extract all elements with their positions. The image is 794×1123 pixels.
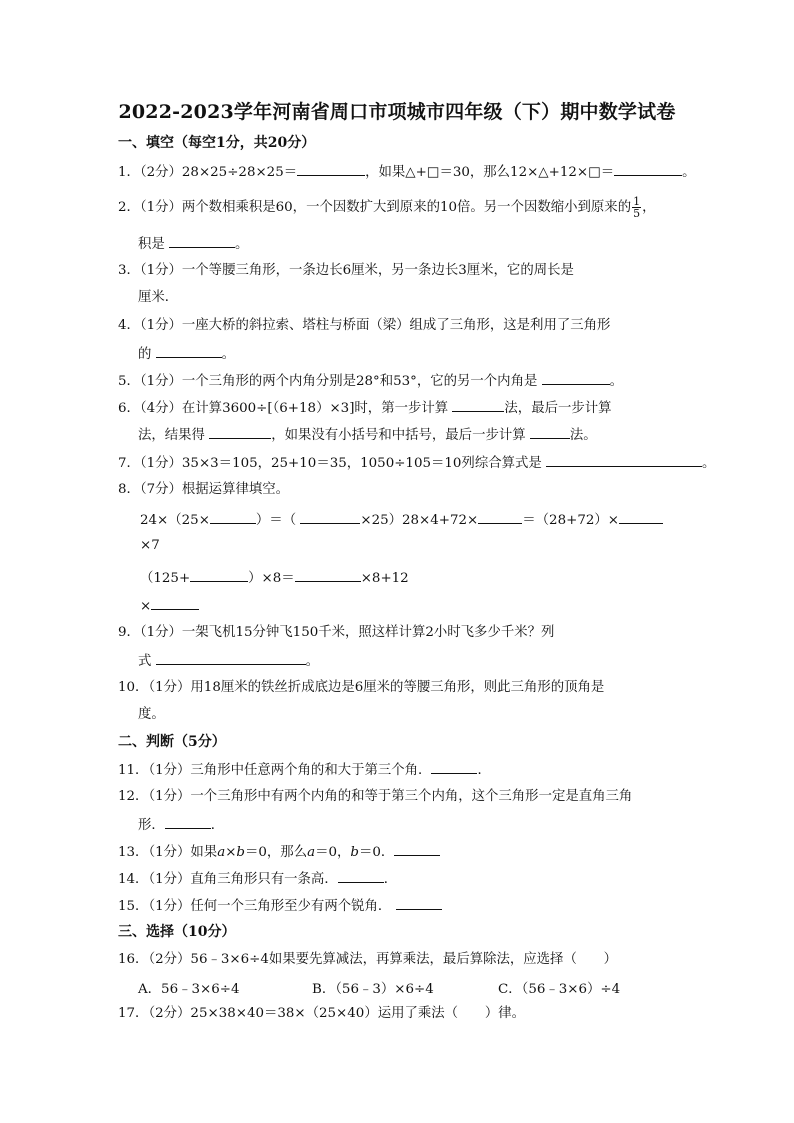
question-6-cont: 法，结果得 ，如果没有小括号和中括号，最后一步计算 法。	[138, 425, 597, 445]
answer-blank[interactable]	[300, 510, 360, 524]
answer-blank[interactable]	[190, 568, 248, 582]
question-17: 17．（2分）25×38×40＝38×（25×40）运用了乘法（ ）律。	[118, 1006, 526, 1021]
question-8-line-4: ×	[140, 596, 199, 616]
question-5: 5．（1分）一个三角形的两个内角分别是28°和53°，它的另一个内角是 。	[118, 371, 623, 391]
answer-blank[interactable]	[156, 651, 306, 665]
question-2: 2．（1分）两个数相乘积是60，一个因数扩大到原来的10倍。另一个因数缩小到原来的 $\frac{1}{5}$ ，	[118, 195, 656, 220]
question-15: 15．（1分）任何一个三角形至少有两个锐角．	[118, 896, 442, 916]
question-8-line-2: ×7	[140, 538, 160, 553]
answer-blank[interactable]	[156, 344, 222, 358]
question-1: 1．（2分）28×25÷28×25＝ ，如果△+□＝30，那么12×△+12×□＝ 。	[118, 162, 696, 182]
answer-blank[interactable]	[297, 162, 365, 176]
question-3: 3．（1分）一个等腰三角形，一条边长6厘米，另一条边长3厘米，它的周长是	[118, 263, 574, 278]
question-8-line-3: （125+ ）×8＝ ×8+12	[140, 568, 409, 588]
answer-blank[interactable]	[478, 510, 522, 524]
section-1-heading: 一、填空（每空1分，共20分）	[118, 135, 316, 151]
option-b[interactable]: B．（56﹣3）×6÷4	[312, 982, 434, 997]
question-4-cont: 的 。	[138, 344, 235, 364]
answer-blank[interactable]	[614, 162, 682, 176]
question-10-cont: 度。	[138, 707, 165, 722]
answer-blank[interactable]	[165, 815, 211, 829]
question-16: 16．（2分）56﹣3×6÷4如果要先算减法，再算乘法，最后算除法，应选择（ ）	[118, 952, 618, 967]
section-2-heading: 二、判断（5分）	[118, 734, 226, 750]
answer-blank[interactable]	[338, 869, 384, 883]
answer-blank[interactable]	[394, 842, 440, 856]
question-13: 13．（1分）如果a×b＝0，那么a＝0，b＝0．	[118, 842, 440, 862]
option-a[interactable]: A．56﹣3×6÷4	[138, 982, 240, 997]
answer-blank[interactable]	[209, 425, 271, 439]
answer-blank[interactable]	[530, 425, 570, 439]
answer-blank[interactable]	[542, 371, 610, 385]
answer-blank[interactable]	[295, 568, 361, 582]
question-12: 12．（1分）一个三角形中有两个内角的和等于第三个内角，这个三角形一定是直角三角	[118, 789, 633, 804]
answer-blank[interactable]	[452, 398, 504, 412]
question-14: 14．（1分）直角三角形只有一条高． ．	[118, 869, 397, 889]
option-c[interactable]: C．（56﹣3×6）÷4	[498, 982, 621, 997]
answer-blank[interactable]	[210, 510, 256, 524]
question-8-line-1: 24×（25× ）＝（ ×25）28×4+72× ＝（28+72）×	[140, 510, 663, 530]
section-3-heading: 三、选择（10分）	[118, 924, 236, 940]
question-2-cont: 积是 。	[138, 234, 248, 254]
answer-blank[interactable]	[151, 596, 199, 610]
answer-blank[interactable]	[431, 760, 477, 774]
question-8: 8．（7分）根据运算律填空。	[118, 482, 290, 497]
question-9-cont: 式 。	[138, 651, 319, 671]
question-10: 10．（1分）用18厘米的铁丝折成底边是6厘米的等腰三角形，则此三角形的顶角是	[118, 680, 605, 695]
question-7: 7．（1分）35×3＝105，25+10＝35，1050÷105＝10列综合算式是 。	[118, 453, 715, 473]
fraction-one-fifth: $\frac{1}{5}$	[633, 195, 641, 220]
answer-blank[interactable]	[169, 234, 235, 248]
question-9: 9．（1分）一架飞机15分钟飞150千米，照这样计算2小时飞多少千米？列	[118, 625, 555, 640]
question-6: 6．（4分）在计算3600÷[（6+18）×3]时，第一步计算 法，最后一步计算	[118, 398, 612, 418]
question-12-cont: 形． ．	[138, 815, 224, 835]
question-4: 4．（1分）一座大桥的斜拉索、塔柱与桥面（梁）组成了三角形，这是利用了三角形	[118, 318, 611, 333]
answer-blank[interactable]	[619, 510, 663, 524]
answer-blank[interactable]	[396, 896, 442, 910]
question-3-cont: 厘米．	[138, 290, 179, 305]
exam-title: 2022-2023学年河南省周口市项城市四年级（下）期中数学试卷	[118, 101, 676, 123]
answer-blank[interactable]	[546, 453, 702, 467]
question-11: 11．（1分）三角形中任意两个角的和大于第三个角． ．	[118, 760, 491, 780]
